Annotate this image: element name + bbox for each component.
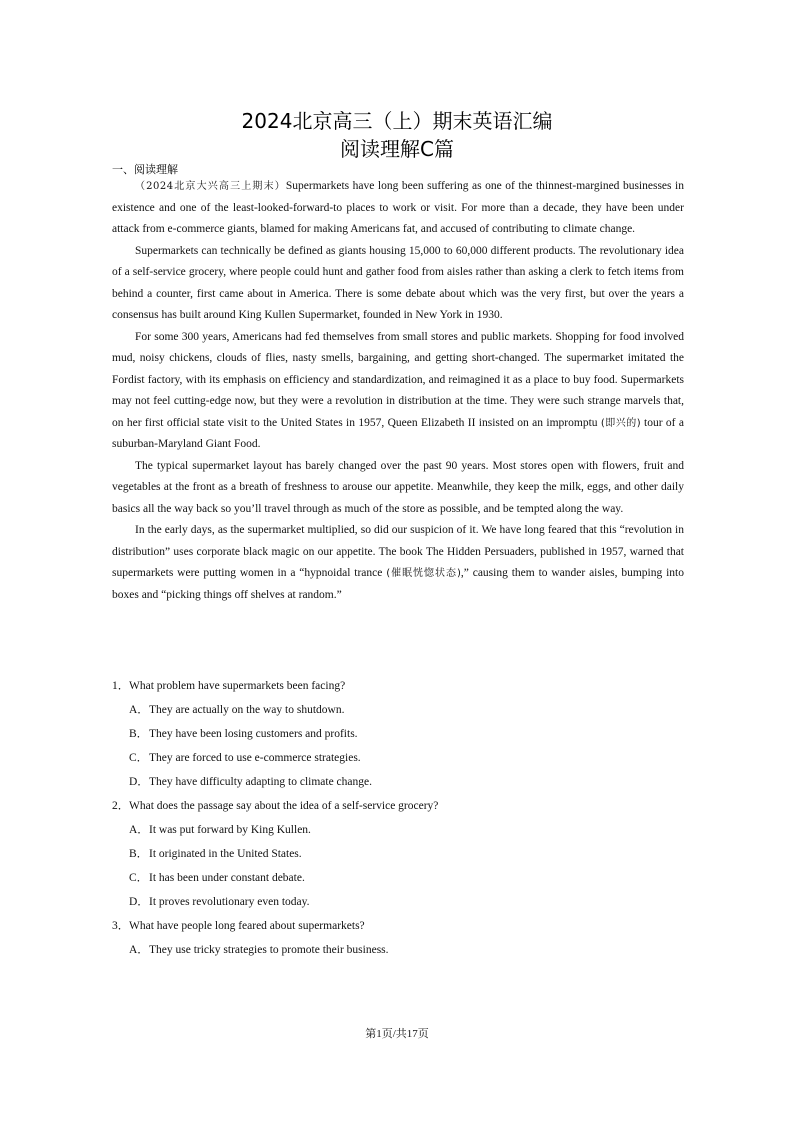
page-number: 第1页/共17页 (365, 1028, 429, 1040)
question-1-option-d: D．They have difficulty adapting to climate change. (129, 776, 372, 788)
question-2-option-c: C．It has been under constant debate. (129, 872, 305, 884)
paragraph-4: The typical supermarket layout has barely changed over the past 90 years. Most stores open with flowers, fruit and vegetables at the front as a breath of freshness to arouse our appetite. Meanwhile, they keep the milk, eggs, and other daily basics all the way back so you’ll travel through as much of the store as possible, and be tempted along the way. (112, 459, 684, 515)
question-1-option-c: C．They are forced to use e-commerce strategies. (129, 752, 361, 764)
paragraph-5: In the early days, as the supermarket multiplied, so did our suspicion of it. We have long feared that this “revolution in distribution” uses corporate black magic on our appetite. The book The Hidden Persuaders, published in 1957, warned that supermarkets were putting women in a “hypnoidal trance (催眠恍惚状态),” causing them to wander aisles, bumping into boxes and “picking things off shelves at random.” (112, 524, 684, 601)
question-1-option-a: A．They are actually on the way to shutdown. (129, 704, 345, 716)
question-3-option-a: A．They use tricky strategies to promote their business. (129, 944, 389, 956)
document-subtitle: 阅读理解C篇 (340, 137, 454, 161)
gloss-impromptu: (即兴的) (600, 417, 641, 429)
question-3: 3．What have people long feared about supermarkets? (112, 920, 365, 932)
section-heading: 一、阅读理解 (112, 163, 178, 176)
paragraph-3: For some 300 years, Americans had fed themselves from small stores and public markets. Shopping for food involved mud, noisy chickens, clouds of flies, nasty smells, bargaining, and getting short-changed. The supermarket imitated the Fordist factory, with its emphasis on efficiency and standardization, and reimagined it as a place to buy food. Supermarkets may not feel cutting-edge now, but they were a revolution in distribution at the time. They were such strange marvels that, on her first official state visit to the United States in 1957, Queen Elizabeth II insisted on an impromptu (即兴的) tour of a suburban-Maryland Giant Food. (112, 330, 684, 450)
paragraph-2: Supermarkets can technically be defined as giants housing 15,000 to 60,000 different products. The revolutionary idea of a self-service grocery, where people could hunt and gather food from aisles rather than asking a clerk to fetch items from behind a counter, first came about in America. There is some debate about which was the very first, but over the years a consensus has built around King Kullen Supermarket, founded in New York in 1930. (112, 244, 684, 321)
question-2-option-b: B．It originated in the United States. (129, 848, 302, 860)
source-label: （2024北京大兴高三上期末） (135, 181, 286, 192)
document-title: 2024北京高三（上）期末英语汇编 (241, 109, 553, 133)
question-2: 2．What does the passage say about the idea of a self-service grocery? (112, 800, 439, 812)
question-1-option-b: B．They have been losing customers and profits. (129, 728, 358, 740)
reading-passage (112, 176, 684, 606)
gloss-hypnoidal-trance: (催眠恍惚状态) (386, 568, 461, 579)
question-list (112, 674, 684, 962)
paragraph-1: （2024北京大兴高三上期末）Supermarkets have long been suffering as one of the thinnest-margined businesses in existence and one of the least-looked-forward-to places to work or visit. For more than a decade, they have been under attack from e-commerce giants, blamed for making Americans fat, and accused of contributing to climate change. (112, 180, 684, 235)
question-2-option-d: D．It proves revolutionary even today. (129, 896, 310, 908)
question-1: 1．What problem have supermarkets been facing? (112, 680, 346, 692)
question-2-option-a: A．It was put forward by King Kullen. (129, 824, 311, 836)
